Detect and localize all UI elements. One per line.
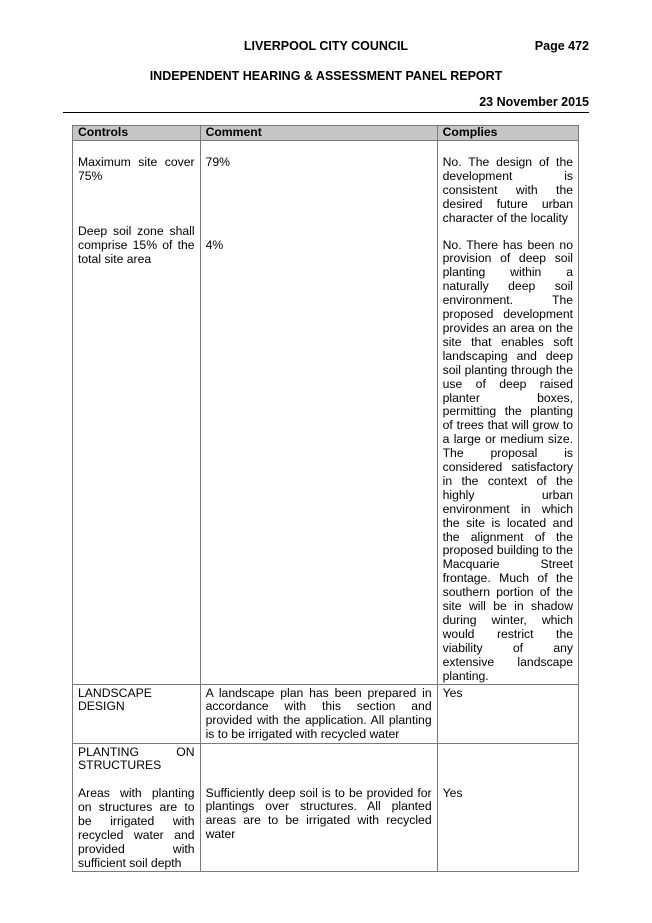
complies-cell bbox=[437, 141, 578, 685]
header-divider bbox=[63, 112, 589, 113]
complies-cell bbox=[437, 743, 578, 871]
control-cell bbox=[73, 684, 201, 743]
control-text: Areas with planting on structures are to be irrigated with recycled water and provided with sufficient soil depth bbox=[78, 786, 195, 870]
control-text: LANDSCAPE DESIGN bbox=[78, 685, 152, 714]
control-text: Deep soil zone shall comprise 15% of the total site area bbox=[78, 223, 195, 266]
complies-cell bbox=[437, 684, 578, 743]
comment-text: 79% bbox=[205, 155, 230, 169]
comment-text: 4% bbox=[205, 237, 224, 252]
table-row bbox=[73, 743, 579, 871]
complies-text: Yes bbox=[442, 785, 463, 800]
comment-cell bbox=[200, 684, 437, 743]
control-text: Maximum site cover 75% bbox=[78, 155, 195, 183]
controls-table bbox=[72, 125, 579, 872]
comment-cell bbox=[200, 141, 437, 685]
council-name: LIVERPOOL CITY COUNCIL bbox=[243, 39, 409, 53]
control-heading: PLANTING ON STRUCTURES bbox=[78, 744, 195, 773]
column-header-comment: Comment bbox=[200, 126, 437, 141]
table-row bbox=[73, 684, 579, 743]
column-header-complies: Complies bbox=[437, 126, 578, 141]
table-header-row bbox=[73, 126, 579, 141]
comment-text: A landscape plan has been prepared in accordance with this section and provided with the application. All planting is to be irrigated with recycled water bbox=[205, 685, 432, 742]
table-row bbox=[73, 141, 579, 685]
column-header-controls: Controls bbox=[73, 126, 201, 141]
complies-text: No. The design of the development is consistent with the desired future urban character of the locality bbox=[442, 155, 573, 225]
control-cell bbox=[73, 141, 201, 685]
complies-text: Yes bbox=[442, 685, 463, 700]
comment-cell bbox=[200, 743, 437, 871]
report-date: 23 November 2015 bbox=[479, 95, 589, 109]
complies-text: No. There has been no provision of deep soil planting within a naturally deep soil environment. The proposed development provides an area on the site that enables soft landscaping and deep soil planting through the use of deep raised planter boxes, permitting the planting of trees that will grow to a large or medium size. The proposal is considered satisfactory in the context of the highly urban environment in which the site is located and the alignment of the proposed building to the Macquarie Street frontage. Much of the southern portion of the site will be in shadow during winter, which would restrict the viability of any extensive landscape planting. bbox=[442, 237, 573, 683]
page-number: Page 472 bbox=[534, 39, 589, 53]
report-title: INDEPENDENT HEARING & ASSESSMENT PANEL REPORT bbox=[149, 69, 503, 83]
control-cell bbox=[73, 743, 201, 871]
comment-text: Sufficiently deep soil is to be provided for plantings over structures. All planted areas are to be irrigated with recycled water bbox=[205, 785, 432, 842]
